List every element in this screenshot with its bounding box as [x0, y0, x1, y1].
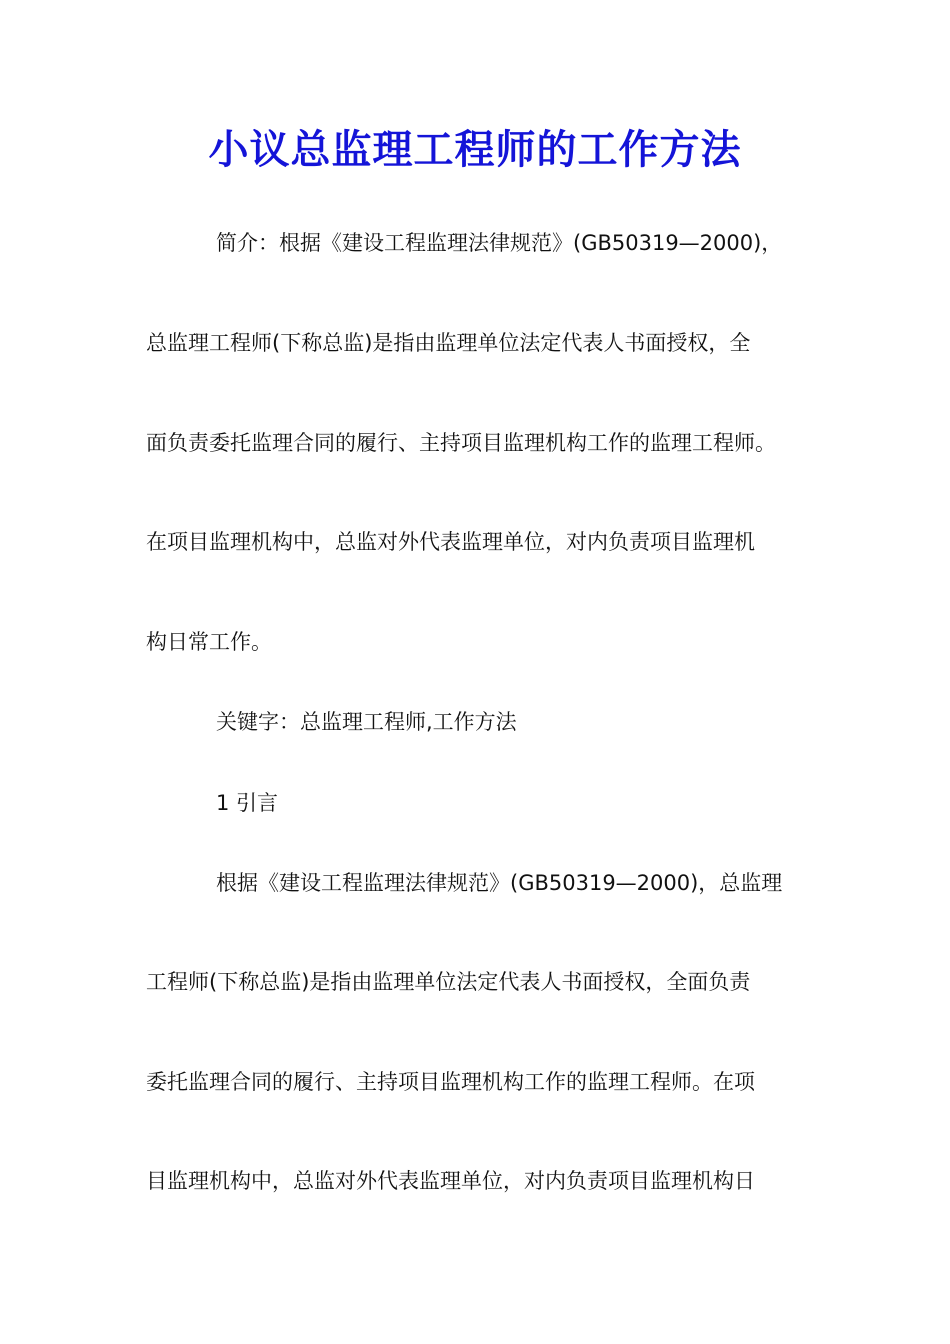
abstract-line-1: 简介：根据《建设工程监理法律规范》(GB50319—2000)，	[216, 231, 783, 255]
body-line-4: 目监理机构中，总监对外代表监理单位，对内负责项目监理机构日	[146, 1169, 755, 1193]
body-line-3: 委托监理合同的履行、主持项目监理机构工作的监理工程师。在项	[146, 1070, 755, 1094]
document-title: 小议总监理工程师的工作方法	[208, 126, 742, 173]
abstract-line-2: 总监理工程师(下称总监)是指由监理单位法定代表人书面授权，全	[146, 331, 751, 355]
body-line-1: 根据《建设工程监理法律规范》(GB50319—2000)，总监理	[216, 871, 783, 895]
abstract-line-3: 面负责委托监理合同的履行、主持项目监理机构工作的监理工程师。	[146, 431, 776, 455]
abstract-line-5: 构日常工作。	[146, 630, 272, 654]
keywords-line: 关键字：总监理工程师,工作方法	[216, 710, 517, 734]
body-line-2: 工程师(下称总监)是指由监理单位法定代表人书面授权，全面负责	[146, 970, 751, 994]
section-heading: 1 引言	[216, 791, 279, 815]
abstract-line-4: 在项目监理机构中，总监对外代表监理单位，对内负责项目监理机	[146, 530, 755, 554]
